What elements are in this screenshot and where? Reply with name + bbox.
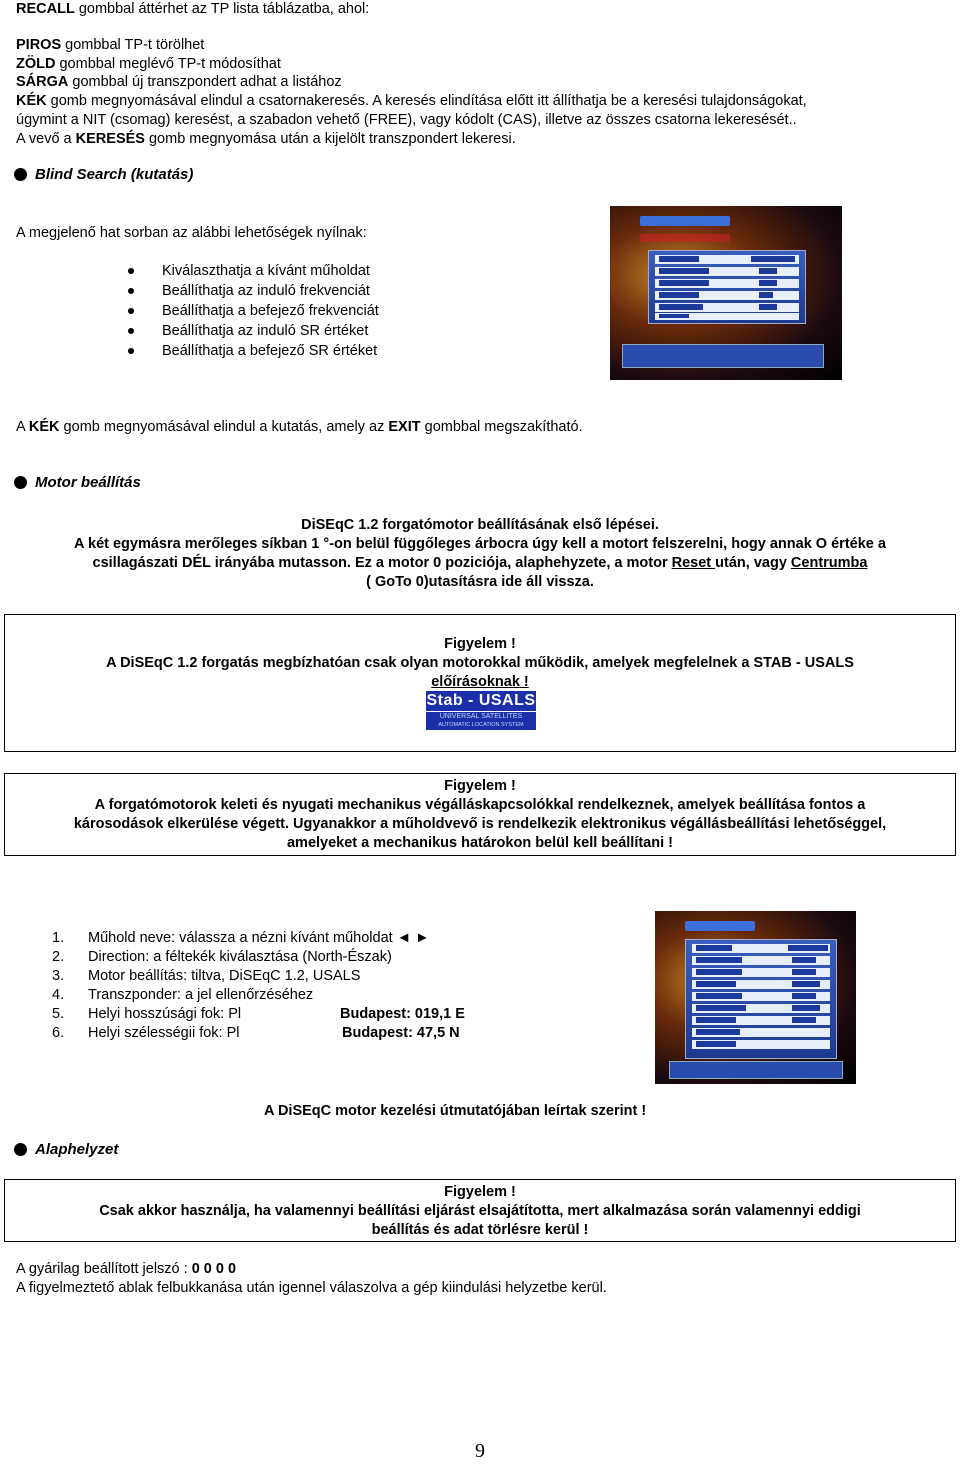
nit-line: úgymint a NIT (csomag) keresést, a szabadon vehető (FREE), vagy kódolt (CAS), illetve az összes csatorna lekeresését.. [16, 112, 797, 128]
bullet-icon [14, 168, 27, 181]
sarga-line: SÁRGA gombbal új transzpondert adhat a listához [16, 74, 342, 90]
warning-text: amelyeket a mechanikus határokon belül kell beállítani ! [286, 835, 673, 851]
list-item: Kiválaszthatja a kívánt műholdat [128, 263, 370, 279]
warning-box-usals [4, 614, 956, 752]
blind-search-heading: Blind Search (kutatás) [14, 166, 193, 183]
warning-text: A DiSEqC 1.2 forgatás megbízhatóan csak olyan motorokkal működik, amelyek megfelelnek a STAB - USALS [106, 655, 854, 671]
diseqc-note: A DiSEqC motor kezelési útmutatójában leírtak szerint ! [264, 1103, 647, 1119]
motor-h1: DiSEqC 1.2 forgatómotor beállításának első lépései. [301, 517, 659, 533]
page-number: 9 [475, 1440, 485, 1462]
warning-title: Figyelem ! [444, 1184, 516, 1200]
list-item: 5. Helyi hosszúsági fok: Pl Budapest: 019,1 E [52, 1006, 465, 1022]
warning-text: károsodások elkerülése végett. Ugyanakkor a műholdvevő is rendelkezik elektronikus végállásbeállítási lehetőséggel, [73, 816, 887, 832]
vevo-line: A vevő a KERESÉS gomb megnyomása után a kijelölt transzpondert lekeresi. [16, 131, 516, 147]
warning-box-endstops [4, 773, 956, 856]
motor-setup-screenshot [655, 911, 856, 1084]
list-item: 6. Helyi szélességii fok: Pl Budapest: 47,5 N [52, 1025, 460, 1041]
alaphelyzet-heading: Alaphelyzet [14, 1141, 118, 1158]
motor-h2: A két egymásra merőleges síkban 1 °-on belül függőleges árbocra úgy kell a motort felszerelni, hogy annak O értéke a [74, 536, 886, 552]
bullet-icon [14, 476, 27, 489]
zold-line: ZÖLD gombbal meglévő TP-t módosíthat [16, 56, 281, 72]
kek-line: KÉK gomb megnyomásával elindul a csatornakeresés. A keresés elindítása előtt itt állíthatja be a keresési tulajdonságokat, [16, 93, 807, 109]
warning-text: Csak akkor használja, ha valamennyi beállítási eljárást elsajátította, mert alkalmazása során valamennyi eddigi [99, 1203, 861, 1219]
warning-box-reset [4, 1179, 956, 1242]
list-item: 1. Műhold neve: válassza a nézni kívánt műholdat ◄ ► [52, 930, 430, 946]
list-item: Beállíthatja az induló frekvenciát [128, 283, 370, 299]
blind-search-screenshot [610, 206, 842, 380]
list-item: Beállíthatja az induló SR értéket [128, 323, 368, 339]
warning-text: beállítás és adat törlésre kerül ! [371, 1222, 589, 1238]
motor-heading: Motor beállítás [14, 474, 141, 491]
blind-intro: A megjelenő hat sorban az alábbi lehetőségek nyílnak: [16, 225, 367, 241]
recall-line: RECALL gombbal áttérhet az TP lista táblázatba, ahol: [16, 1, 370, 17]
bullet-icon [14, 1143, 27, 1156]
warning-title: Figyelem ! [444, 636, 516, 652]
list-item: 2. Direction: a féltekék kiválasztása (North-Észak) [52, 949, 392, 965]
motor-h3: csillagászati DÉL irányába mutasson. Ez a motor 0 poziciója, alaphehyzete, a motor Reset után, vagy Centrumba [92, 555, 868, 571]
motor-h4: ( GoTo 0)utasításra ide áll vissza. [366, 574, 594, 590]
figyel-line: A figyelmeztető ablak felbukkanása után igennel válaszolva a gép kiindulási helyzetbe kerül. [16, 1280, 607, 1296]
warning-text: előírásoknak ! [431, 674, 529, 690]
list-item: Beállíthatja a befejező SR értéket [128, 343, 377, 359]
list-item: 4. Transzponder: a jel ellenőrzéséhez [52, 987, 314, 1003]
list-item: Beállíthatja a befejező frekvenciát [128, 303, 379, 319]
stab-usals-logo: Stab - USALS UNIVERSAL SATELLITES AUTOMATIC LOCATION SYSTEM [426, 692, 536, 728]
warning-title: Figyelem ! [444, 778, 516, 794]
warning-text: A forgatómotorok keleti és nyugati mechanikus végálláskapcsolókkal rendelkeznek, amelyek beállítása fontos a [94, 797, 866, 813]
jelszo-line: A gyárilag beállított jelszó : 0 0 0 0 [16, 1261, 237, 1277]
piros-line: PIROS gombbal TP-t törölhet [16, 37, 205, 53]
list-item: 3. Motor beállítás: tiltva, DiSEqC 1.2, USALS [52, 968, 361, 984]
kutatas-line: A KÉK gomb megnyomásával elindul a kutatás, amely az EXIT gombbal megszakítható. [16, 419, 583, 435]
